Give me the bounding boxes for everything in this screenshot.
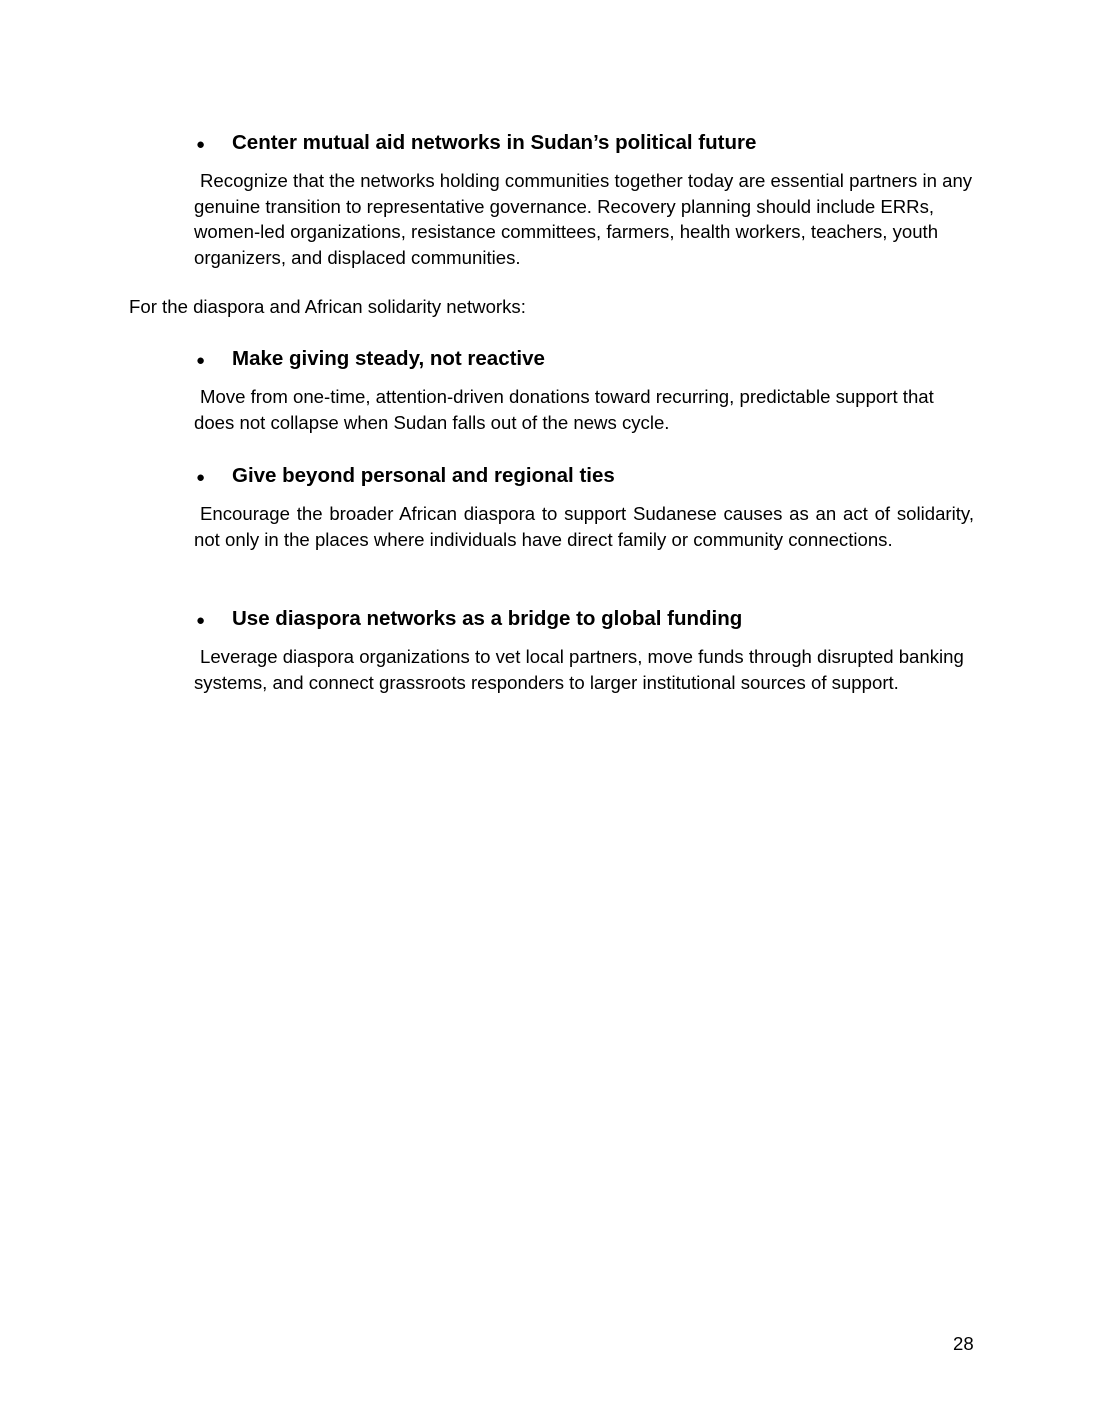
list-item-title: Use diaspora networks as a bridge to global funding [232, 607, 743, 630]
bullet-icon: ● [196, 612, 206, 629]
list-item-title: Center mutual aid networks in Sudan’s political future [232, 131, 757, 154]
bullet-icon: ● [196, 469, 206, 486]
list-item-text: Recognize that the networks holding communities together today are essential partners in any genuine transition to representative governance. Recovery planning should include ERRs, women-led organizations, resistance committees, farmers, health workers, teachers, youth organizers, and displaced communities. [194, 170, 973, 269]
list-item-beyond-ties [194, 463, 974, 552]
list-item-title: Make giving steady, not reactive [232, 347, 545, 370]
list-item-text: Leverage diaspora organizations to vet local partners, move funds through disrupted banking systems, and connect grassroots responders to larger institutional sources of support. [194, 646, 964, 693]
list-item-heading [194, 346, 974, 374]
page-number: 28 [953, 1333, 974, 1354]
list-item-body [194, 644, 974, 695]
list-item-body [194, 384, 974, 435]
list-item-title: Give beyond personal and regional ties [232, 464, 615, 487]
list-item-heading [194, 463, 974, 491]
section-intro: For the diaspora and African solidarity networks: [129, 296, 526, 317]
list-item-center-mutual-aid [194, 130, 974, 271]
bullet-icon: ● [196, 352, 206, 369]
list-item-heading [194, 130, 974, 158]
list-item-body [194, 168, 974, 271]
list-item-steady-giving [194, 346, 974, 435]
bullet-icon: ● [196, 136, 206, 153]
list-item-text: Encourage the broader African diaspora to support Sudanese causes as an act of solidarity, not only in the places where individuals have direct family or community connections. [194, 503, 974, 550]
list-item-bridge-funding [194, 606, 974, 695]
list-item-body [194, 501, 974, 552]
list-item-text: Move from one-time, attention-driven donations toward recurring, predictable support that does not collapse when Sudan falls out of the news cycle. [194, 386, 934, 433]
list-item-heading [194, 606, 974, 634]
